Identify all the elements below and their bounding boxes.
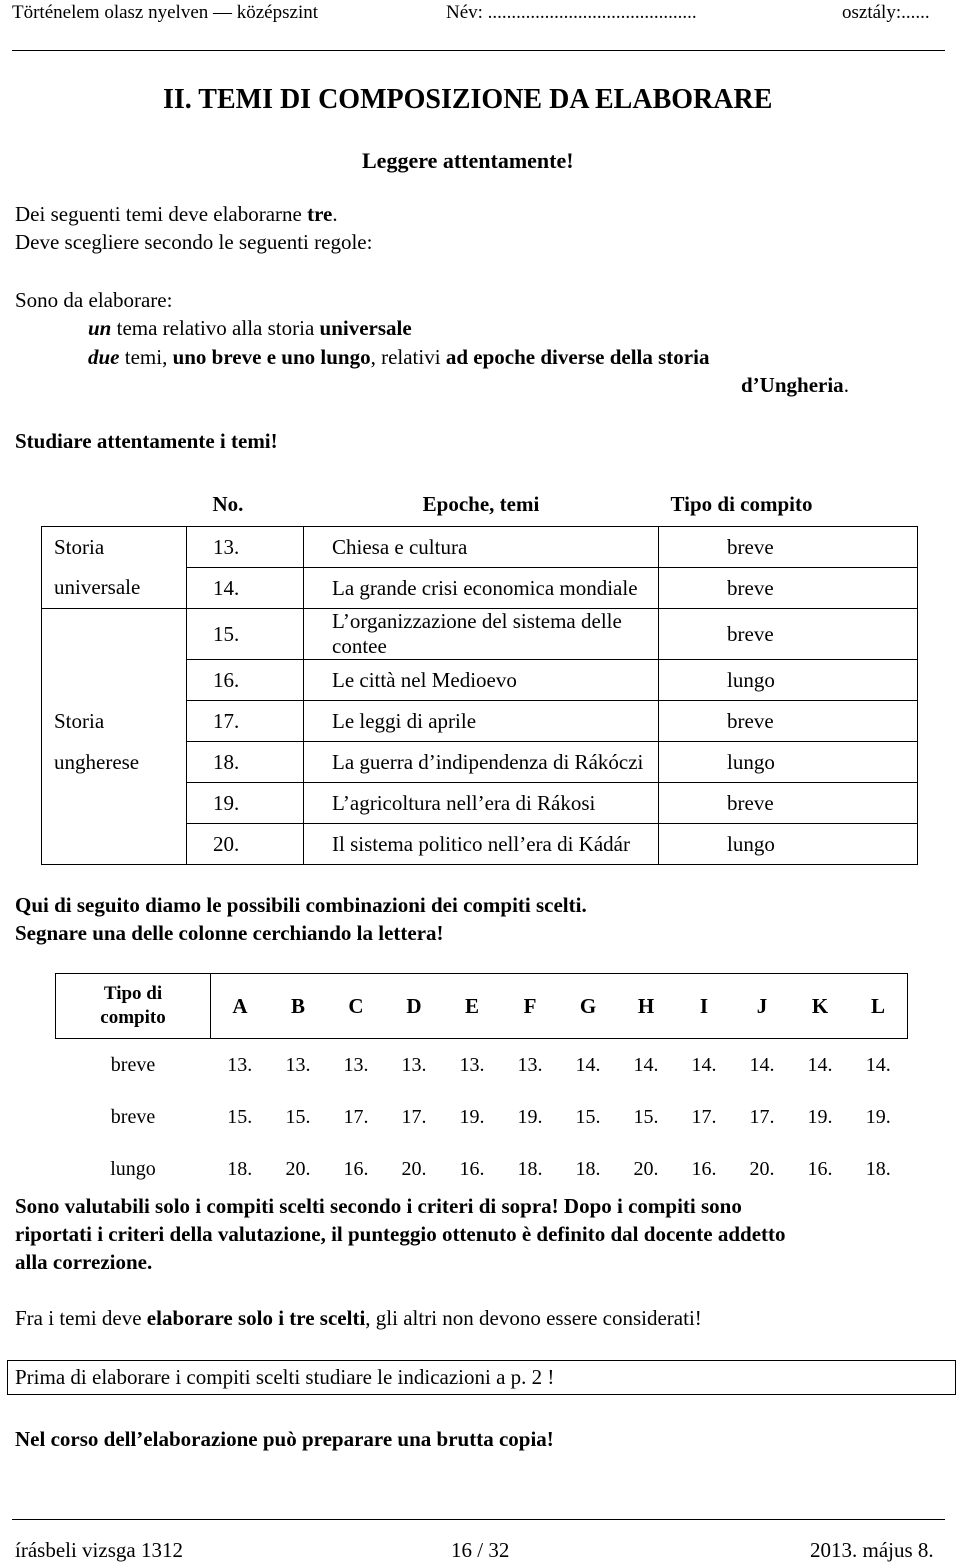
- table-row: [42, 609, 918, 660]
- combo-row: [56, 1143, 908, 1195]
- row-type: breve: [659, 527, 918, 568]
- footer-rule: [12, 1519, 945, 1520]
- combo-cell: 14.: [807, 1053, 833, 1076]
- letter-G[interactable]: G: [559, 974, 617, 1039]
- row-topic: Chiesa e cultura: [304, 527, 659, 568]
- row-type: breve: [659, 783, 918, 824]
- combo-cell: 13.: [459, 1053, 485, 1076]
- combo-cell: 13.: [517, 1053, 543, 1076]
- table-row: [42, 660, 918, 701]
- combo-cell: 15.: [575, 1105, 601, 1128]
- combo-row-type: lungo: [110, 1157, 156, 1180]
- combo-cell: 18.: [865, 1157, 891, 1180]
- header-rule: [12, 50, 945, 51]
- table-row: [42, 783, 918, 824]
- combo-cell: 14.: [749, 1053, 775, 1076]
- rule-hungarian: due temi, uno breve e uno lungo, relativi ad epoche diverse della storia: [88, 345, 710, 369]
- side-label-hungarian-2: ungherese: [42, 742, 187, 783]
- combo-intro-1: Qui di seguito diamo le possibili combinazioni dei compiti scelti.: [15, 893, 587, 917]
- row-type: lungo: [659, 824, 918, 865]
- combo-cell: 16.: [691, 1157, 717, 1180]
- combo-cell: 15.: [285, 1105, 311, 1128]
- only-three-note: Fra i temi deve elaborare solo i tre scelti, gli altri non devono essere considerati!: [15, 1306, 702, 1330]
- letter-J[interactable]: J: [733, 974, 791, 1039]
- header-left: Történelem olasz nyelven — középszint: [12, 2, 319, 23]
- letter-L[interactable]: L: [849, 974, 908, 1039]
- table-row: [42, 527, 918, 568]
- combo-cell: 16.: [343, 1157, 369, 1180]
- combination-table: [55, 973, 908, 1195]
- footer-date: 2013. május 8.: [810, 1538, 934, 1562]
- combo-cell: 13.: [285, 1053, 311, 1076]
- row-no: 13.: [187, 527, 304, 568]
- row-type: lungo: [659, 660, 918, 701]
- combo-cell: 16.: [459, 1157, 485, 1180]
- rule-universal: un tema relativo alla storia universale: [88, 316, 412, 340]
- row-no: 18.: [187, 742, 304, 783]
- combo-label-header: Tipo di compito: [56, 974, 211, 1039]
- combo-cell: 14.: [575, 1053, 601, 1076]
- validity-note-1: Sono valutabili solo i compiti scelti secondo i criteri di sopra! Dopo i compiti sono: [15, 1194, 742, 1218]
- letter-E[interactable]: E: [443, 974, 501, 1039]
- combo-cell: 13.: [401, 1053, 427, 1076]
- combo-cell: 14.: [865, 1053, 891, 1076]
- topics-table: [41, 482, 918, 865]
- combo-cell: 19.: [807, 1105, 833, 1128]
- row-no: 20.: [187, 824, 304, 865]
- letter-H[interactable]: H: [617, 974, 675, 1039]
- combo-cell: 20.: [749, 1157, 775, 1180]
- letter-C[interactable]: C: [327, 974, 385, 1039]
- combo-cell: 13.: [227, 1053, 253, 1076]
- row-no: 19.: [187, 783, 304, 824]
- table-row: [42, 701, 918, 742]
- intro-line-1: Dei seguenti temi deve elaborarne tre.: [15, 202, 338, 226]
- row-type: lungo: [659, 742, 918, 783]
- row-type: breve: [659, 568, 918, 609]
- footer-left: írásbeli vizsga 1312: [15, 1538, 183, 1562]
- letter-D[interactable]: D: [385, 974, 443, 1039]
- combo-row-type: breve: [110, 1105, 156, 1128]
- combo-cell: 19.: [865, 1105, 891, 1128]
- letter-I[interactable]: I: [675, 974, 733, 1039]
- header-epoch: Epoche, temi: [422, 491, 540, 516]
- letter-F[interactable]: F: [501, 974, 559, 1039]
- combo-cell: 17.: [401, 1105, 427, 1128]
- combo-cell: 20.: [401, 1157, 427, 1180]
- footer-page-number: 16 / 32: [451, 1538, 510, 1562]
- combo-cell: 15.: [227, 1105, 253, 1128]
- table-row: [42, 824, 918, 865]
- combo-cell: 14.: [691, 1053, 717, 1076]
- combo-cell: 17.: [749, 1105, 775, 1128]
- row-type: breve: [659, 609, 918, 660]
- row-type: breve: [659, 701, 918, 742]
- boxed-note: Prima di elaborare i compiti scelti studiare le indicazioni a p. 2 !: [15, 1365, 555, 1389]
- side-label-universal-1: Storia: [42, 527, 187, 568]
- combo-row: [56, 1039, 908, 1092]
- combo-cell: 17.: [343, 1105, 369, 1128]
- header-class-label: osztály:......: [842, 2, 930, 23]
- rule-hungarian-cont: d’Ungheria.: [741, 373, 849, 397]
- header-no: No.: [212, 491, 244, 516]
- validity-note-3: alla correzione.: [15, 1250, 153, 1274]
- draft-note: Nel corso dell’elaborazione può preparare una brutta copia!: [15, 1427, 554, 1451]
- row-no: 16.: [187, 660, 304, 701]
- intro-line-2: Deve scegliere secondo le seguenti regole:: [15, 230, 373, 254]
- validity-note-2: riportati i criteri della valutazione, il punteggio ottenuto è definito dal docente addetto: [15, 1222, 786, 1246]
- row-topic: Le leggi di aprile: [304, 701, 659, 742]
- combo-cell: 18.: [517, 1157, 543, 1180]
- combo-header-row: [56, 974, 908, 1039]
- row-no: 15.: [187, 609, 304, 660]
- combo-cell: 18.: [227, 1157, 253, 1180]
- letter-B[interactable]: B: [269, 974, 327, 1039]
- topics-header-row: [42, 482, 918, 527]
- letter-K[interactable]: K: [791, 974, 849, 1039]
- combo-cell: 19.: [517, 1105, 543, 1128]
- row-topic: Il sistema politico nell’era di Kádár: [304, 824, 659, 865]
- header-type: Tipo di compito: [670, 491, 813, 516]
- row-no: 14.: [187, 568, 304, 609]
- rules-lead: Sono da elaborare:: [15, 288, 173, 312]
- row-topic: Le città nel Medioevo: [304, 660, 659, 701]
- combo-cell: 19.: [459, 1105, 485, 1128]
- combo-cell: 20.: [285, 1157, 311, 1180]
- combo-cell: 20.: [633, 1157, 659, 1180]
- combo-intro-2: Segnare una delle colonne cerchiando la lettera!: [15, 921, 444, 945]
- row-topic: La guerra d’indipendenza di Rákóczi: [304, 742, 659, 783]
- combo-cell: 17.: [691, 1105, 717, 1128]
- combo-cell: 15.: [633, 1105, 659, 1128]
- combo-row-type: breve: [110, 1053, 156, 1076]
- table-row: [42, 742, 918, 783]
- study-note: Studiare attentamente i temi!: [15, 429, 278, 453]
- row-no: 17.: [187, 701, 304, 742]
- side-label-universal-2: universale: [42, 568, 187, 609]
- combo-row: [56, 1091, 908, 1143]
- combo-cell: 18.: [575, 1157, 601, 1180]
- table-row: [42, 568, 918, 609]
- combo-cell: 16.: [807, 1157, 833, 1180]
- row-topic: L’agricoltura nell’era di Rákosi: [304, 783, 659, 824]
- side-label-hungarian-1: Storia: [42, 701, 187, 742]
- header-name-label: Név: ............................................: [446, 2, 697, 23]
- row-topic: L’organizzazione del sistema delle contee: [304, 609, 659, 660]
- combo-cell: 13.: [343, 1053, 369, 1076]
- combo-cell: 14.: [633, 1053, 659, 1076]
- page-subtitle: Leggere attentamente!: [362, 148, 574, 173]
- row-topic: La grande crisi economica mondiale: [304, 568, 659, 609]
- letter-A[interactable]: A: [211, 974, 270, 1039]
- page-title: II. TEMI DI COMPOSIZIONE DA ELABORARE: [163, 84, 773, 115]
